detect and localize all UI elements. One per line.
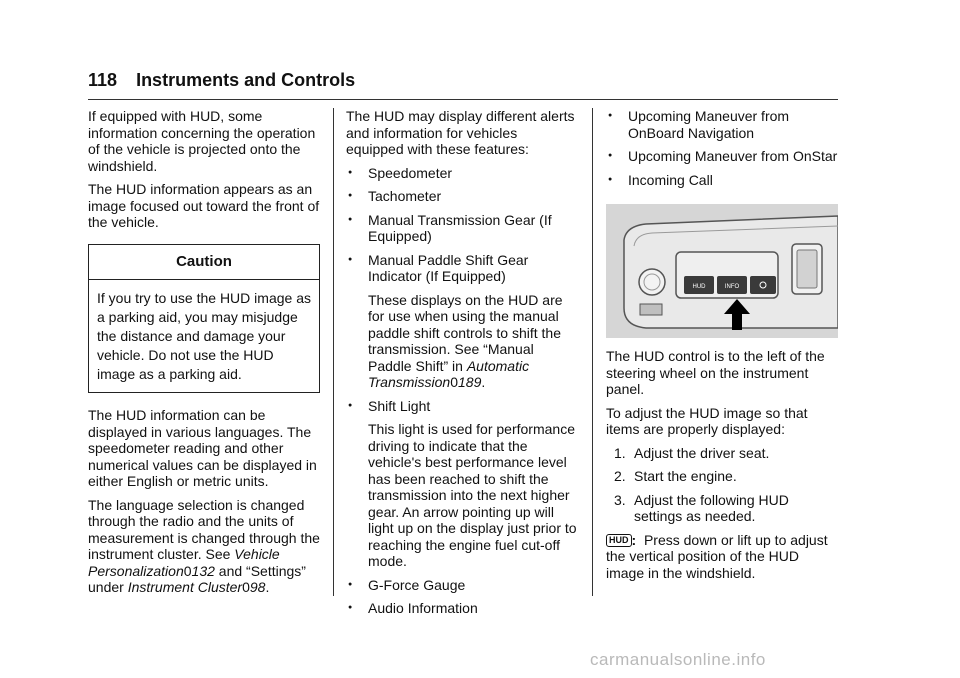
column-divider-2 [592, 108, 593, 596]
text: and “Settings” under [88, 562, 306, 595]
column-divider-1 [333, 108, 334, 596]
link-page-132[interactable]: 132 [191, 562, 215, 579]
caution-box [88, 244, 320, 394]
hud-button-label: HUD [692, 284, 706, 290]
knob-icon [639, 269, 665, 295]
paragraph-hud-image: The HUD information appears as an image focused out toward the front of the vehicle. [88, 181, 320, 230]
list-item: ● Shift Light [346, 398, 578, 415]
hud-control-description [606, 532, 838, 582]
list-item: ● G-Force Gauge [346, 577, 578, 594]
header-divider [88, 99, 838, 100]
hud-control-illustration [606, 204, 838, 338]
step-item [606, 445, 838, 462]
page-ref-icon: 0 [242, 579, 250, 595]
paragraph-languages: The HUD information can be displayed in various languages. The speedometer reading and other numerical values can be displayed in either English or metric units. [88, 407, 317, 489]
caution-body: If you try to use the HUD image as a parking aid, you may misjudge the distance and damage your vehicle. Do not use the HUD image as a parking aid. [97, 290, 311, 382]
link-page-189[interactable]: 189 [458, 374, 482, 390]
link-instrument-cluster[interactable]: Instrument Cluster [127, 579, 243, 595]
feature-list [606, 108, 838, 188]
step-number: 3. [614, 491, 626, 508]
list-item: ● Manual Paddle Shift Gear Indicator (If Equipped) [346, 252, 578, 285]
list-item: ● Manual Transmission Gear (If Equipped) [346, 212, 578, 245]
text: The language selection is changed through the radio and the units of measurement is changed through the instrument cluster. See [88, 496, 320, 562]
step-text: Adjust the following HUD settings as needed. [634, 491, 789, 524]
feature-list [346, 165, 578, 285]
page-header [88, 70, 355, 91]
hud-icon: HUD [606, 534, 632, 547]
paragraph-hud-location: The HUD control is to the left of the steering wheel on the instrument panel. [606, 348, 825, 397]
watermark: carmanualsonline.info [590, 650, 766, 669]
list-item: ● Tachometer [346, 188, 578, 205]
paragraph-language-selection [88, 497, 320, 596]
step-item [606, 492, 838, 525]
column-3 [606, 108, 838, 588]
step-text: Start the engine. [634, 468, 737, 484]
feature-list [346, 577, 578, 617]
list-item: ● Upcoming Maneuver from OnStar [606, 148, 838, 165]
list-item: ● Speedometer [346, 165, 578, 182]
feature-list [346, 398, 578, 415]
column-1 [88, 108, 320, 603]
section-title: Instruments and Controls [136, 70, 356, 90]
step-number: 2. [614, 468, 626, 484]
brightness-button [750, 276, 776, 294]
text: These displays on the HUD are for use when using the manual paddle shift controls to shift the transmission. See “Manual Paddle Shift” in [368, 291, 563, 374]
caution-title: Caution [89, 245, 319, 281]
paragraph-features-intro: The HUD may display different alerts and information for vehicles equipped with these features: [346, 108, 575, 157]
link-automatic-transmission[interactable]: Automatic Transmission [368, 357, 530, 390]
text: Press down or lift up to adjust the vertical position of the HUD image in the windshield. [606, 531, 828, 581]
page-ref-icon: 0 [450, 374, 458, 390]
step-text: Adjust the driver seat. [634, 444, 770, 461]
hud-control-drawing [606, 204, 838, 338]
list-item: ● Incoming Call [606, 172, 838, 189]
text: . [481, 374, 486, 390]
text: . [265, 579, 270, 595]
column-2 [346, 108, 578, 624]
paragraph-hud-intro: If equipped with HUD, some information concerning the operation of the vehicle is projected onto the windshield. [88, 108, 316, 174]
step-item [606, 468, 838, 485]
colon: : [631, 531, 637, 548]
shift-light-note: This light is used for performance driving to indicate that the vehicle's best performance level has been reached to shift the transmission into the next higher gear. An arrow pointing up will light up on the display just prior to reaching the engine fuel cut-off mode. [368, 421, 577, 569]
page-number: 118 [88, 70, 118, 90]
paddle-shift-note [346, 292, 578, 391]
paragraph-adjust-intro: To adjust the HUD image so that items are properly displayed: [606, 404, 808, 437]
link-vehicle-personalization[interactable]: Vehicle Personalization [88, 546, 280, 579]
link-page-98[interactable]: 98 [249, 579, 266, 595]
info-button-label: INFO [724, 284, 740, 290]
page-ref-icon: 0 [183, 562, 192, 579]
adjust-steps [606, 445, 838, 525]
step-number: 1. [614, 444, 626, 461]
list-item: ● Upcoming Maneuver from OnBoard Navigation [606, 108, 838, 141]
list-item: ● Audio Information [346, 600, 578, 617]
